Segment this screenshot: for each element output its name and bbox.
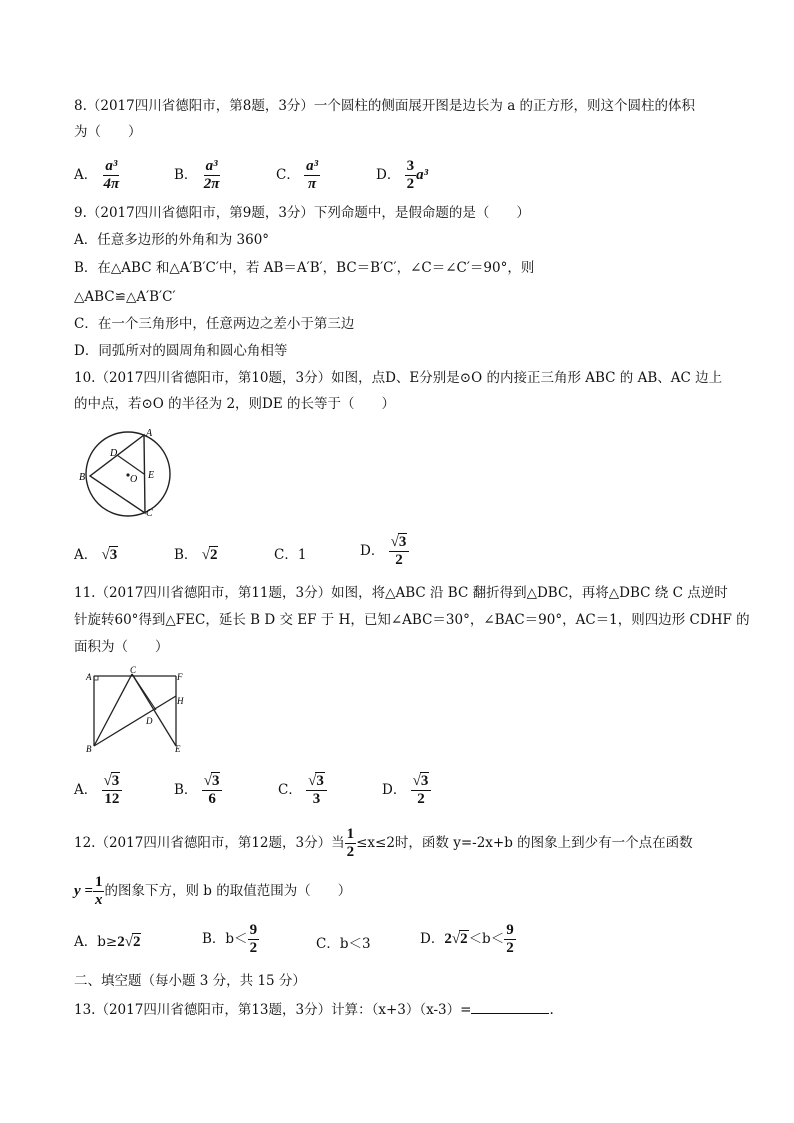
q11-option-d: D． $\frac{√3}{2}$ <box>382 773 431 808</box>
q12-stem-line1: 12.（2017四川省德阳市，第12题，3分）当 $\frac{1}{2}$ ≤x≤2时，函数 y=-2x+b 的图象上到少有一个点在函数 <box>74 826 693 860</box>
q12-stem-line2: y = $\frac{1}{x}$ 的图象下方，则 b 的取值范围为（ ） <box>74 874 352 908</box>
q8-stem-line1: 8.（2017四川省德阳市，第8题，3分）一个圆柱的侧面展开图是边长为 a 的正方形，则这个圆柱的体积 <box>74 98 696 114</box>
label-d: D <box>146 716 153 726</box>
q9-option-a: A．任意多边形的外角和为 360° <box>74 232 270 248</box>
q8-option-c: C． $\frac{\text{a³}}{\pi}$ <box>276 158 319 192</box>
q12-option-a: A．b≥2√2 <box>74 934 141 950</box>
q13-stem: 13.（2017四川省德阳市，第13题，3分）计算：（x+3）（x-3）= . <box>74 999 554 1020</box>
label-e: E <box>175 744 181 754</box>
label-c: C <box>130 666 137 675</box>
q8-option-d: D． $\frac{3}{2}$ a³ <box>376 158 429 192</box>
q11-stem-line1: 11.（2017四川省德阳市，第11题，3分）如图，将△ABC 沿 BC 翻折得到△DBC，再将△DBC 绕 C 点逆时 <box>74 585 728 601</box>
q11-option-a: A． $\frac{√3}{12}$ <box>74 773 122 808</box>
q10-option-a: A． √3 <box>74 547 118 563</box>
label-c: C <box>146 508 153 519</box>
label-e: E <box>148 470 155 481</box>
q9-stem: 9.（2017四川省德阳市，第9题，3分）下列命题中，是假命题的是（ ） <box>74 205 530 221</box>
q12-option-d: D．2√2＜b＜ $\frac{9}{2}$ <box>420 922 514 956</box>
label-o: O <box>130 474 138 485</box>
q10-option-b: B． √2 <box>174 547 218 563</box>
q12-option-c: C．b＜3 <box>316 936 371 952</box>
q13-answer-blank[interactable] <box>471 999 549 1014</box>
label-f: F <box>177 672 183 682</box>
label-b: B <box>79 472 86 483</box>
q8-stem-line2: 为（ ） <box>74 124 142 140</box>
q9-option-b-line1: B．在△ABC 和△A′B′C′中，若 AB＝A′B′，BC＝B′C′，∠C＝∠C′＝90°，则 <box>74 260 535 276</box>
q8-option-b: B． $\frac{\text{a³}}{2\pi}$ <box>174 158 220 192</box>
label-a: A <box>86 672 92 682</box>
q10-stem-line1: 10.（2017四川省德阳市，第10题，3分）如图，点D、E分别是⊙O 的内接正三角形 ABC 的 AB、AC 边上 <box>74 370 723 386</box>
q11-stem-line3: 面积为（ ） <box>74 639 169 655</box>
label-h: H <box>177 696 184 706</box>
section-heading-fill-in: 二、填空题（每小题 3 分，共 15 分） <box>74 973 306 989</box>
q10-stem-line2: 的中点，若⊙O 的半径为 2，则DE 的长等于（ ） <box>74 396 396 412</box>
q11-fold-figure <box>80 666 192 754</box>
q9-option-b-line2: △ABC≌△A′B′C′ <box>74 289 176 305</box>
q11-option-b: B． $\frac{√3}{6}$ <box>174 773 222 808</box>
q10-option-c: C．1 <box>274 547 307 563</box>
q11-option-c: C． $\frac{√3}{3}$ <box>278 773 327 808</box>
q10-circle-figure <box>74 424 174 520</box>
label-b: B <box>86 744 92 754</box>
q9-option-c: C．在一个三角形中，任意两边之差小于第三边 <box>74 316 355 332</box>
q10-option-d: D． $\frac{√3}{2}$ <box>360 534 409 569</box>
q11-stem-line2: 针旋转60°得到△FEC，延长 B D 交 EF 于 H，已知∠ABC＝30°，∠BAC＝90°，AC＝1，则四边形 CDHF 的 <box>74 612 750 628</box>
segment-de <box>117 455 144 474</box>
q9-option-d: D．同弧所对的圆周角和圆心角相等 <box>74 343 288 359</box>
q12-option-b: B．b＜ $\frac{9}{2}$ <box>202 922 258 956</box>
label-d: D <box>110 448 118 459</box>
q8-option-a: A． $\frac{\text{a³}}{4\pi}$ <box>74 158 120 192</box>
label-a: A <box>146 428 153 439</box>
